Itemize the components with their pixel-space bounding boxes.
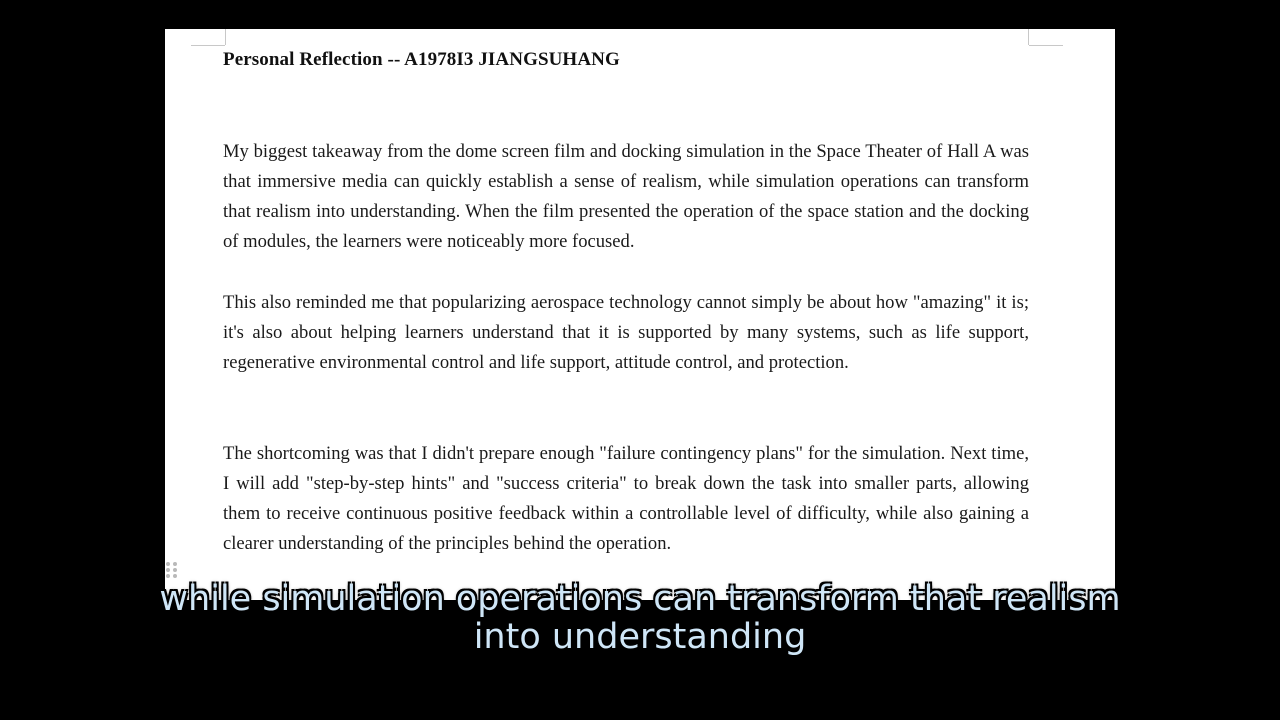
subtitle-line-2: into understanding — [473, 617, 807, 657]
paragraph-3: The shortcoming was that I didn't prepare enough "failure contingency plans" for the simulation. Next time, I will add "step-by-step hints" and "success criteria" to break down the task into smaller parts, allowing them to receive continuous positive feedback within a controllable level of difficulty, while also gaining a clearer understanding of the principles behind the operation. — [223, 443, 1029, 554]
subtitle-line-1: while simulation operations can transform that realism — [159, 579, 1121, 619]
document-page — [165, 29, 1115, 600]
paragraph-1: My biggest takeaway from the dome screen film and docking simulation in the Space Theater of Hall A was that immersive media can quickly establish a sense of realism, while simulation operations can transform that realism into understanding. When the film presented the operation of the space station and the docking of modules, the learners were noticeably more focused. — [223, 141, 1029, 252]
document-title: Personal Reflection -- A1978I3 JIANGSUHANG — [223, 49, 620, 70]
margin-corner-marker — [1029, 29, 1063, 46]
margin-corner-marker — [191, 29, 225, 46]
video-subtitle — [0, 580, 1280, 656]
paragraph-2: This also reminded me that popularizing aerospace technology cannot simply be about how "amazing" it is; it's also about helping learners understand that it is supported by many systems, such as life support, regenerative environmental control and life support, attitude control, and protection. — [223, 292, 1029, 373]
